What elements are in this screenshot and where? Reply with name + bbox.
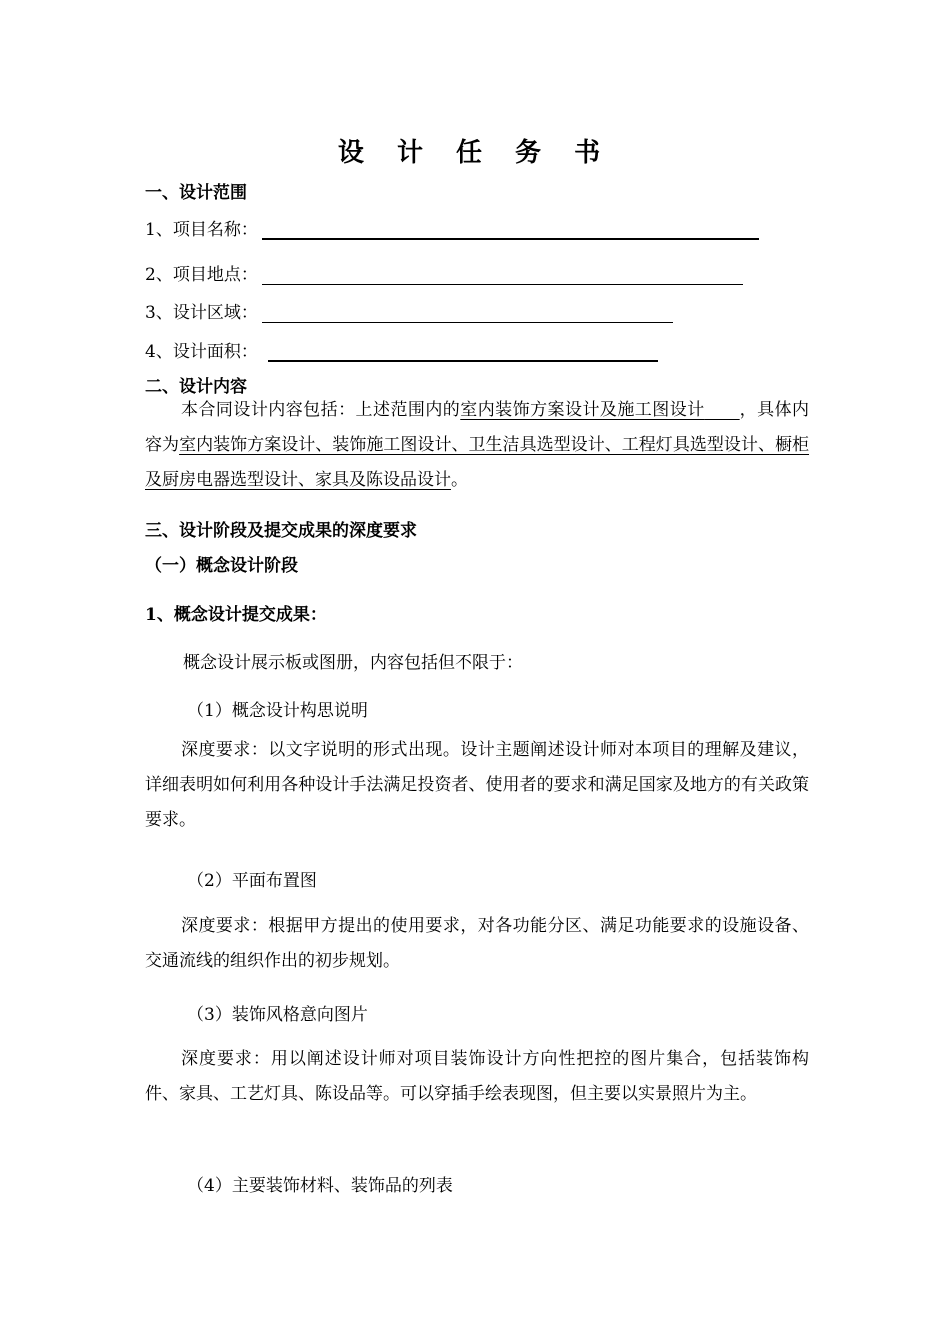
depth-requirement-2: 深度要求：根据甲方提出的使用要求，对各功能分区、满足功能要求的设施设备、交通流线的组织作出的初步规划。	[145, 916, 809, 971]
section-heading-design-scope: 一、设计范围	[145, 183, 247, 203]
sub-item-style-images: （3）装饰风格意向图片	[187, 1005, 368, 1025]
field-blank-line[interactable]	[262, 306, 673, 323]
item-concept-deliverables: 1、概念设计提交成果：	[145, 605, 327, 625]
document-title: 设 计 任 务 书	[337, 138, 613, 168]
field-label: 3、设计区域：	[145, 303, 258, 323]
field-blank-line[interactable]	[268, 344, 658, 362]
section-heading-design-content: 二、设计内容	[145, 377, 247, 397]
design-content-paragraph: 本合同设计内容包括：上述范围内的室内装饰方案设计及施工图设计 ，具体内容为室内装饰方案设计、装饰施工图设计、卫生洁具选型设计、工程灯具选型设计、橱柜及厨房电器选型设计、家具及陈设品设计。	[145, 400, 810, 490]
field-label: 2、项目地点：	[145, 265, 258, 285]
field-design-size	[145, 337, 658, 362]
field-project-name	[145, 215, 759, 240]
field-blank-line[interactable]	[262, 222, 759, 240]
section-heading-design-stages: 三、设计阶段及提交成果的深度要求	[145, 521, 417, 541]
sub-item-concept-description: （1）概念设计构思说明	[187, 701, 368, 721]
field-label: 4、设计面积：	[145, 342, 258, 362]
field-blank-line[interactable]	[262, 268, 743, 285]
subheading-concept-stage: （一）概念设计阶段	[145, 556, 298, 576]
field-design-area	[145, 298, 673, 323]
depth-requirement-1: 深度要求：以文字说明的形式出现。设计主题阐述设计师对本项目的理解及建议，详细表明如何利用各种设计手法满足投资者、使用者的要求和满足国家及地方的有关政策要求。	[145, 740, 809, 830]
underlined-scope-text: 室内装饰方案设计及施工图设计	[460, 400, 705, 420]
sub-item-floor-plan: （2）平面布置图	[187, 871, 317, 891]
field-project-location	[145, 260, 743, 285]
concept-intro-text: 概念设计展示板或图册，内容包括但不限于：	[183, 653, 523, 673]
underlined-detail-text: 室内装饰方案设计、装饰施工图设计、卫生洁具选型设计、工程灯具选型设计、橱柜及厨房电器选型设计、家具及陈设品设计	[145, 435, 810, 490]
depth-requirement-3: 深度要求：用以阐述设计师对项目装饰设计方向性把控的图片集合，包括装饰构件、家具、工艺灯具、陈设品等。可以穿插手绘表现图，但主要以实景照片为主。	[145, 1049, 809, 1104]
sub-item-material-list: （4）主要装饰材料、装饰品的列表	[187, 1176, 453, 1196]
field-label: 1、项目名称：	[145, 220, 258, 240]
